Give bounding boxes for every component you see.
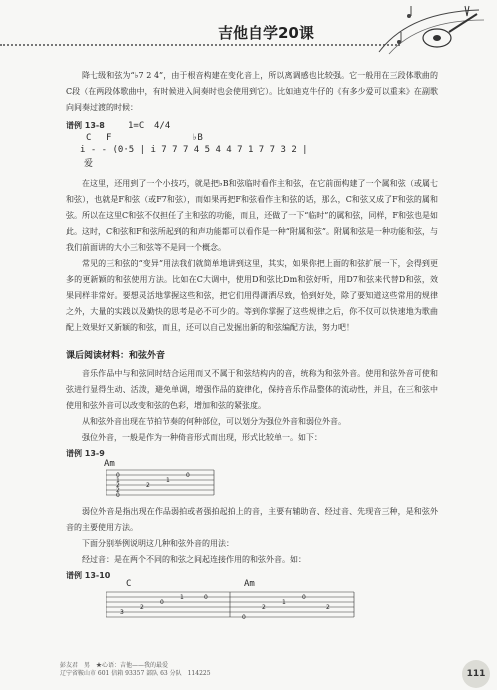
key-signature: 1=C: [128, 121, 145, 131]
paragraph: 从和弦外音出现在节拍节奏的何种部位，可以划分为强位外音和弱位外音。: [82, 417, 346, 426]
example-label: 谱例 13-10: [66, 571, 111, 580]
paragraph: 音乐作品中与和弦同时结合运用而又不属于和弦结构内的音，统称为和弦外音。使用和弦外音可使和弦进行显得生动、活泼，避免单调，增强作品的旋律化，保持音乐作品整体的流动性，并且，在三和弦中使用和弦外音可以改变和弦的色彩，增加和弦的紧张度。: [66, 369, 438, 410]
svg-text:2: 2: [326, 604, 330, 611]
chord-symbol: F: [106, 133, 112, 143]
svg-text:0: 0: [242, 614, 246, 621]
paragraph: 常见的三和弦的“变异”用法我们就简单地讲到这里，其实，如果你把上面的和弦扩展一下，会得到更多的更新颖的和弦使用方法。比如在C大调中，使用D和弦比Dm和弦好听，用D7和弦来代替D和弦，效果同样非常好。要想灵活地掌握这些和弦，把它们用得潇洒尽致，恰到好处，除了要知道这些常用的规律之外，大量的实践以及勤快的思考是必不可少的。等到你掌握了这些规律之后，你不仅可以快速地为歌曲配上效果好又新颖的和弦，而且，还可以自己发掘出新的和弦编配方法，努力吧！: [66, 259, 438, 332]
notation-example: [66, 118, 438, 176]
page-footer: [60, 662, 440, 678]
svg-text:0: 0: [116, 472, 120, 479]
svg-text:0: 0: [204, 594, 208, 601]
svg-text:0: 0: [116, 492, 120, 499]
reader-note: 彭友君 男 ★心语：吉他——我的最爱: [60, 662, 169, 669]
svg-text:2: 2: [116, 487, 120, 494]
svg-text:2: 2: [262, 604, 266, 611]
svg-text:2: 2: [116, 482, 120, 489]
reader-address: 辽宁省鞍山市 601 信箱 93357 部队 63 分队 114225: [60, 670, 211, 677]
main-content: [66, 68, 438, 628]
svg-text:0: 0: [186, 472, 190, 479]
example-label: 谱例 13-9: [66, 449, 105, 458]
paragraph: 在这里，还用到了一个小技巧，就是把♭B和弦临时看作主和弦，在它前面构建了一个属和弦（或属七和弦），也就是F和弦（或F7和弦），而如果再把F和弦看作主和弦的话，那么，C和弦又成了F和弦的属和弦。所以在这里C和弦不仅担任了主和弦的功能，而且，还做了一下“临时”的属和弦，同样，F和弦也是如此。这时，C和弦和F和弦所起到的和声功能都可以看作是一种“附属和弦”。附属和弦是一种功能和弦，与我们前面讲的大小三和弦等不是同一个概念。: [66, 179, 438, 252]
section-title: 课后阅读材料：和弦外音: [66, 351, 166, 361]
example-label: 谱例 13-8: [66, 121, 105, 130]
guitar-illustration-icon: [369, 2, 489, 58]
header-dotted-rule: [0, 44, 400, 46]
paragraph: 下面分别举例说明这几种和弦外音的用法：: [82, 539, 234, 548]
svg-text:0: 0: [160, 599, 164, 606]
numbered-notation-line: i - - (0·5 | i 7 7 7 4 5 4 4 7 1 7 7 3 2 |: [80, 145, 308, 155]
paragraph: 弱位外音是指出现在作品弱拍或者强拍起拍上的音，主要有辅助音、经过音、先现音三种，是和弦外音的主要使用方法。: [66, 507, 438, 532]
tab-example: [66, 446, 438, 504]
chord-symbol: Am: [104, 459, 115, 469]
svg-text:3: 3: [120, 609, 124, 616]
time-signature: 4/4: [154, 121, 171, 131]
header-title: 吉他自学20课: [214, 22, 318, 43]
chord-symbol: ♭B: [192, 133, 203, 143]
svg-text:2: 2: [146, 482, 150, 489]
paragraph: 强位外音，一般是作为一种倚音形式而出现，形式比较单一。如下：: [82, 433, 322, 442]
svg-text:1: 1: [180, 594, 184, 601]
svg-text:1: 1: [166, 477, 170, 484]
svg-text:0: 0: [302, 594, 306, 601]
paragraph: 降七级和弦为“♭7 2 4”，由于根音构建在变化音上，所以离调感也比较强。它一般用在三段体歌曲的C段（在两段体歌曲中，有时候进入间奏时也会使用到它）。比如迪克牛仔的《有多少爱可以重来》在副歌向间奏过渡的时候：: [66, 71, 438, 112]
svg-text:1: 1: [116, 477, 120, 484]
page-number: 111: [462, 660, 490, 688]
tab-example: [66, 568, 438, 628]
chord-symbol: C: [126, 579, 132, 589]
guitar-tab-staff: [106, 466, 216, 502]
svg-text:2: 2: [140, 604, 144, 611]
lyric: 爱: [84, 159, 94, 169]
chord-symbol: C: [86, 133, 92, 143]
page-header: [0, 0, 497, 62]
paragraph: 经过音：是在两个不同的和弦之间起连接作用的和弦外音。如：: [82, 555, 306, 564]
chord-symbol: Am: [244, 579, 255, 589]
guitar-tab-staff: [106, 588, 356, 624]
svg-text:1: 1: [282, 599, 286, 606]
